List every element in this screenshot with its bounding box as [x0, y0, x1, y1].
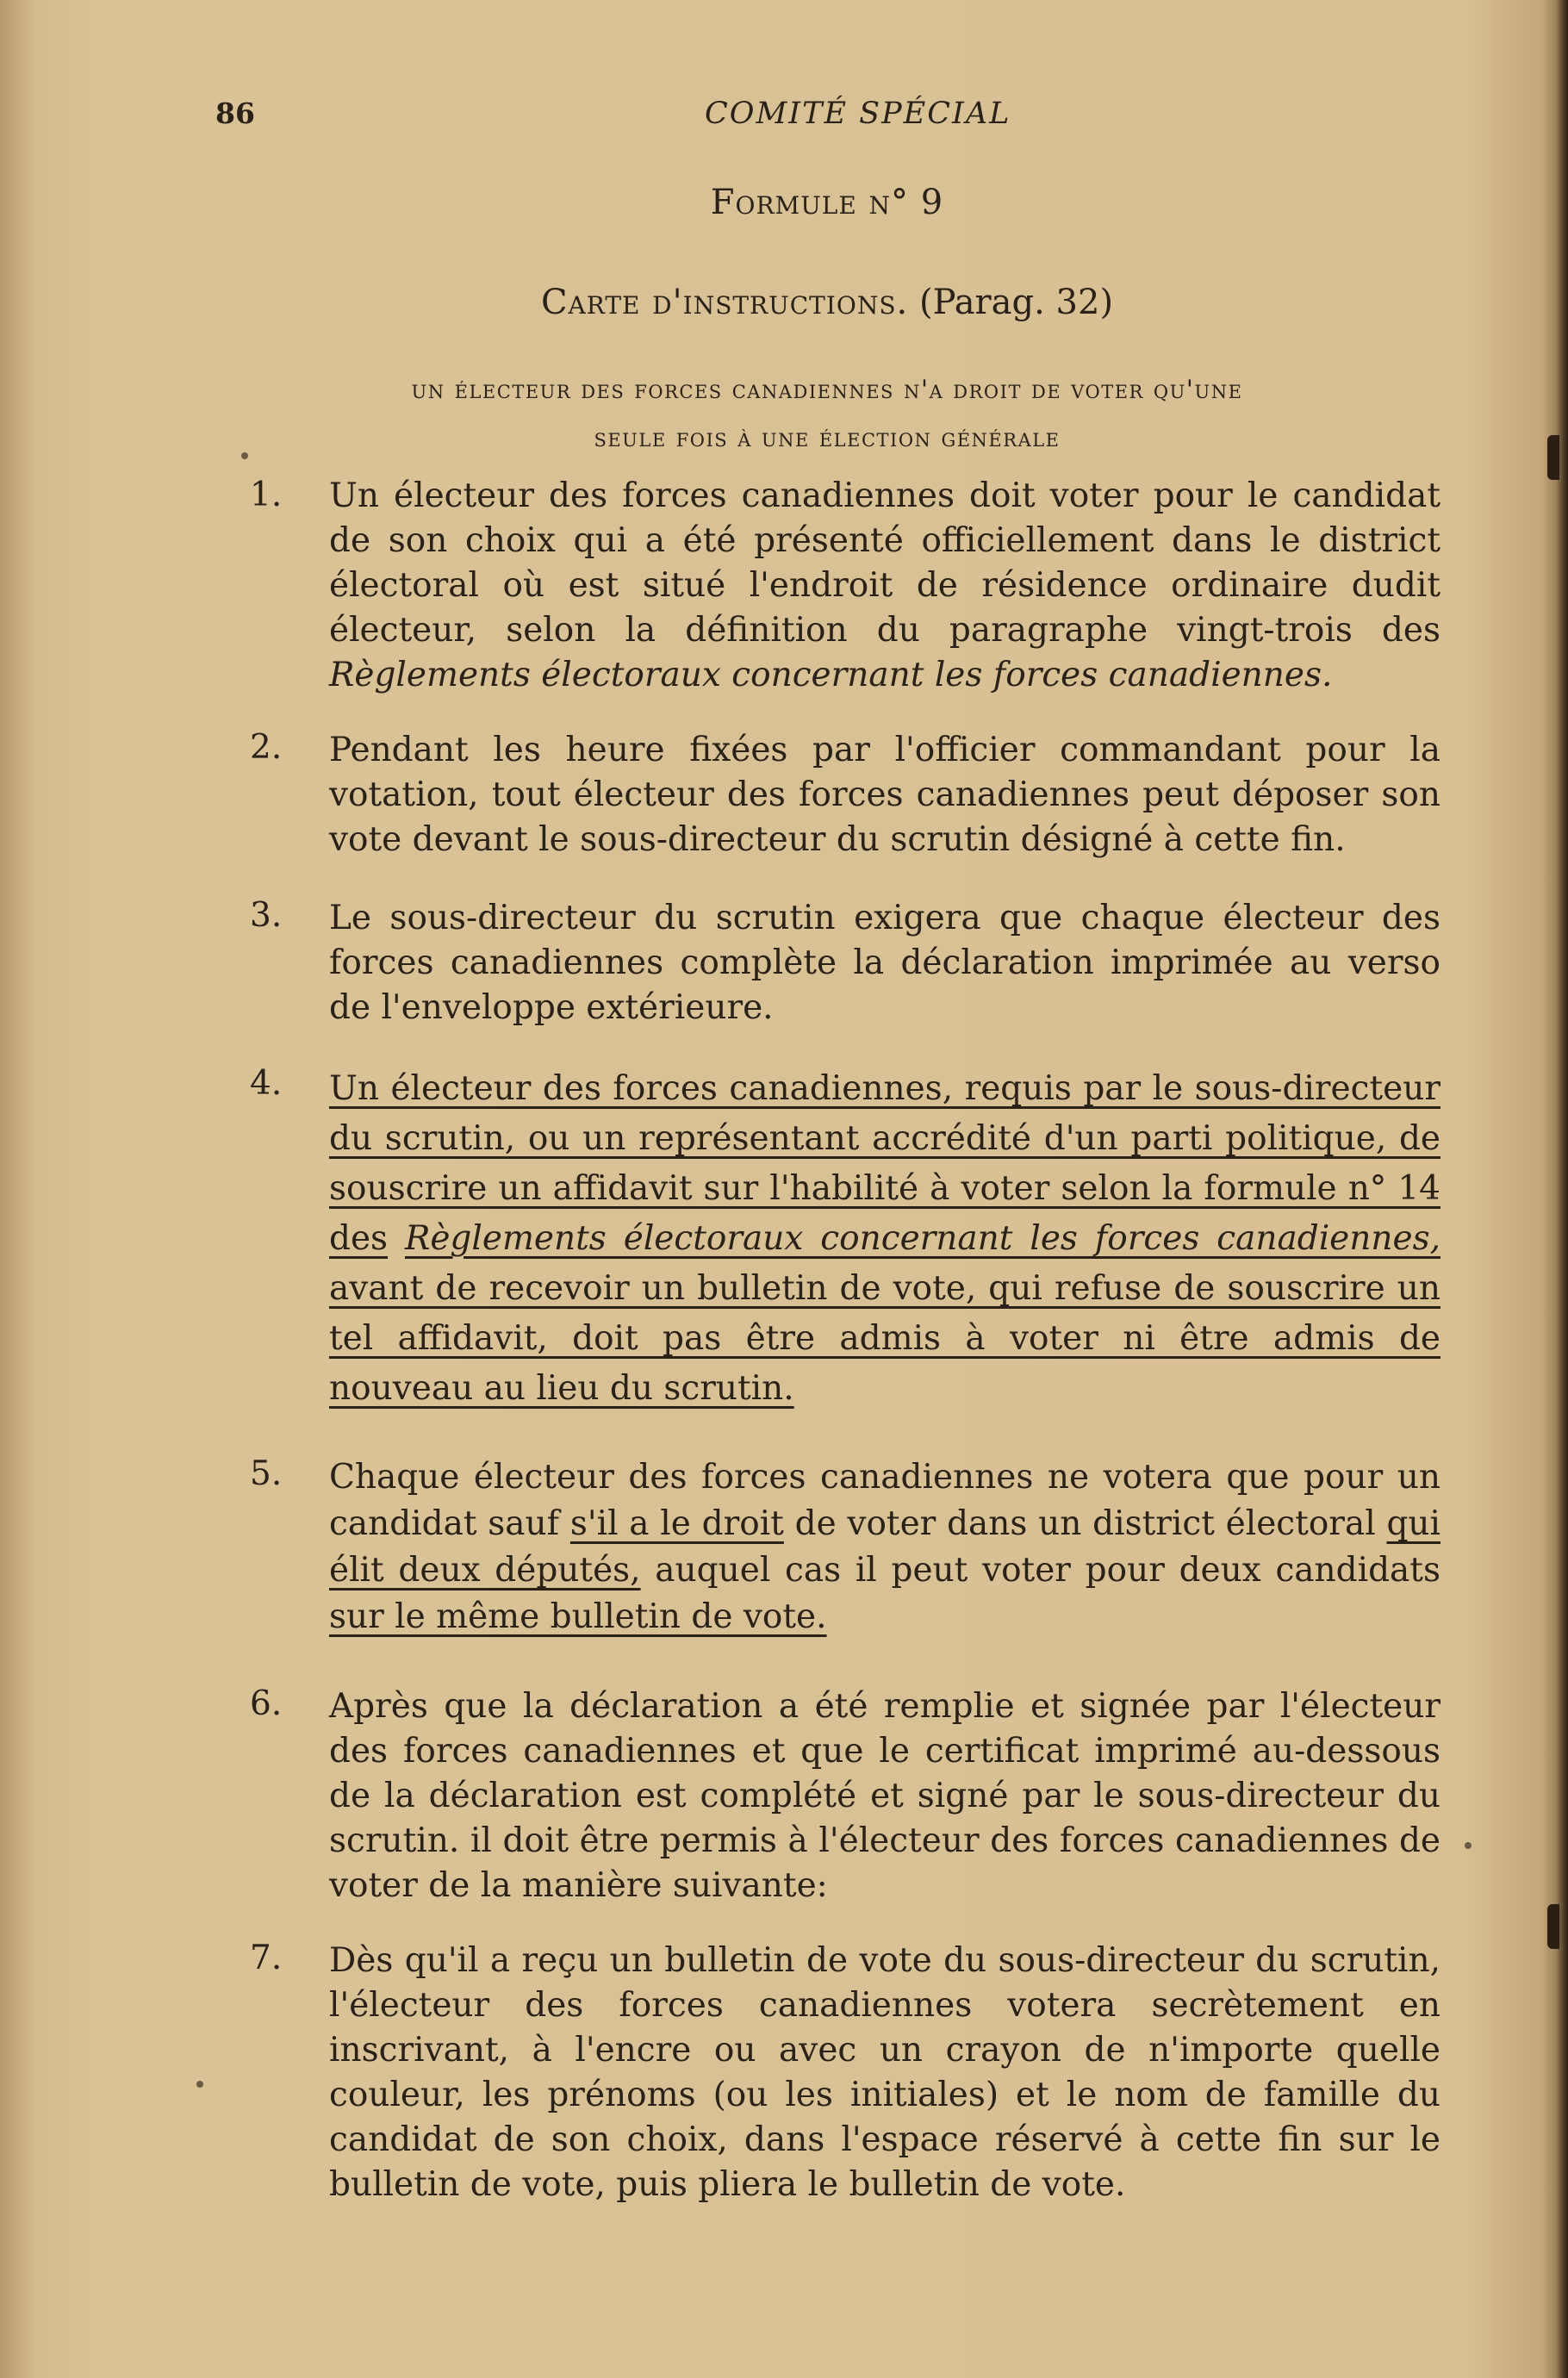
paragraph-4: [250, 1064, 1456, 1426]
page-edge-shadow: [1556, 0, 1568, 2378]
underlined-text: Un électeur des forces canadiennes, requis par le sous-directeur du scrutin, ou un représentant accrédité d'un parti politique, de souscrire un affidavit sur l'habilité à voter selon la formule n° 14 des: [329, 1069, 1440, 1258]
paragraph-number: 7.: [250, 1939, 283, 1977]
rule-heading: [215, 366, 1439, 463]
paragraph-text: [329, 1454, 1440, 1640]
card-title: [215, 283, 1439, 322]
paragraph-text: [329, 474, 1440, 698]
paragraph-number: 4.: [250, 1064, 283, 1103]
paragraph-body: Chaque électeur des forces canadiennes ne votera que pour un candidat sauf: [329, 1458, 1440, 1543]
rule-heading-line: un électeur des forces canadiennes n'a droit de voter qu'une: [411, 375, 1243, 405]
underlined-text: sur le même bulletin de vote.: [329, 1597, 827, 1636]
paragraph-body: Un électeur des forces canadiennes doit voter pour le candidat de son choix qui a été présenté officiellement dans le district électoral où est situé l'endroit de résidence ordinaire dudit électeur, selon la définition du paragraphe vingt-trois des: [329, 476, 1440, 650]
paragraph-number: 1.: [250, 476, 283, 514]
rule-heading-line: seule fois à une élection générale: [594, 423, 1061, 453]
paragraph-7: [250, 1939, 1456, 2232]
paragraph-text: [329, 1064, 1440, 1414]
speck: [1465, 1842, 1472, 1849]
paragraph-text: Le sous-directeur du scrutin exigera que chaque électeur des forces canadiennes complète la déclaration imprimée au verso de l'enveloppe extérieure.: [329, 899, 1440, 1027]
underlined-text: qui élit deux députés,: [329, 1504, 1440, 1590]
paragraph-number: 6.: [250, 1684, 283, 1723]
paragraph-text: Après que la déclaration a été remplie et signée par l'électeur des forces canadiennes et que le certificat imprimé au-dessous de la déclaration est complété et signé par le sous-directeur du scrutin. il doit être permis à l'électeur des forces canadiennes de voter de la manière suivante:: [329, 1687, 1440, 1905]
underlined-italic-text: Règlements électoraux concernant les forces canadiennes,: [404, 1219, 1440, 1258]
card-title-caption: Carte d'instructions.: [540, 283, 909, 322]
paragraph-body: de voter dans un district électoral: [794, 1504, 1376, 1543]
underlined-text: avant de recevoir un bulletin de vote, qui refuse de souscrire un tel affidavit, doit pas être admis à voter ni être admis de nouveau au lieu du scrutin.: [329, 1269, 1440, 1408]
underlined-text: s'il a le droit: [569, 1504, 784, 1543]
paragraph-body: auquel cas il peut voter pour deux candidats: [655, 1551, 1440, 1590]
binding-mark: [1547, 1904, 1559, 1949]
speck: [196, 2081, 203, 2088]
paragraph-number: 5.: [250, 1454, 283, 1493]
paragraph-1: [250, 474, 1456, 750]
paragraph-number: 3.: [250, 896, 283, 935]
paragraph-6: [250, 1684, 1456, 1960]
page-header: [215, 96, 1439, 140]
card-title-ref: (Parag. 32): [918, 283, 1114, 322]
page-number: 86: [215, 96, 255, 130]
running-title: COMITÉ SPÉCIAL: [705, 96, 1011, 131]
form-title: Formule n° 9: [710, 183, 944, 222]
paragraph-italic: Règlements électoraux concernant les forces canadiennes.: [329, 656, 1333, 694]
paragraph-number: 2.: [250, 728, 283, 767]
paragraph-text: Dès qu'il a reçu un bulletin de vote du sous-directeur du scrutin, l'électeur des forces canadiennes votera secrètement en inscrivant, à l'encre ou avec un crayon de n'importe quelle couleur, les prénoms (ou les initiales) et le nom de famille du candidat de son choix, dans l'espace réservé à cette fin sur le bulletin de vote, puis pliera le bulletin de vote.: [329, 1941, 1440, 2204]
binding-mark: [1547, 435, 1559, 480]
paragraph-text: Pendant les heure fixées par l'officier commandant pour la votation, tout électeur des forces canadiennes peut déposer son vote devant le sous-directeur du scrutin désigné à cette fin.: [329, 731, 1440, 859]
